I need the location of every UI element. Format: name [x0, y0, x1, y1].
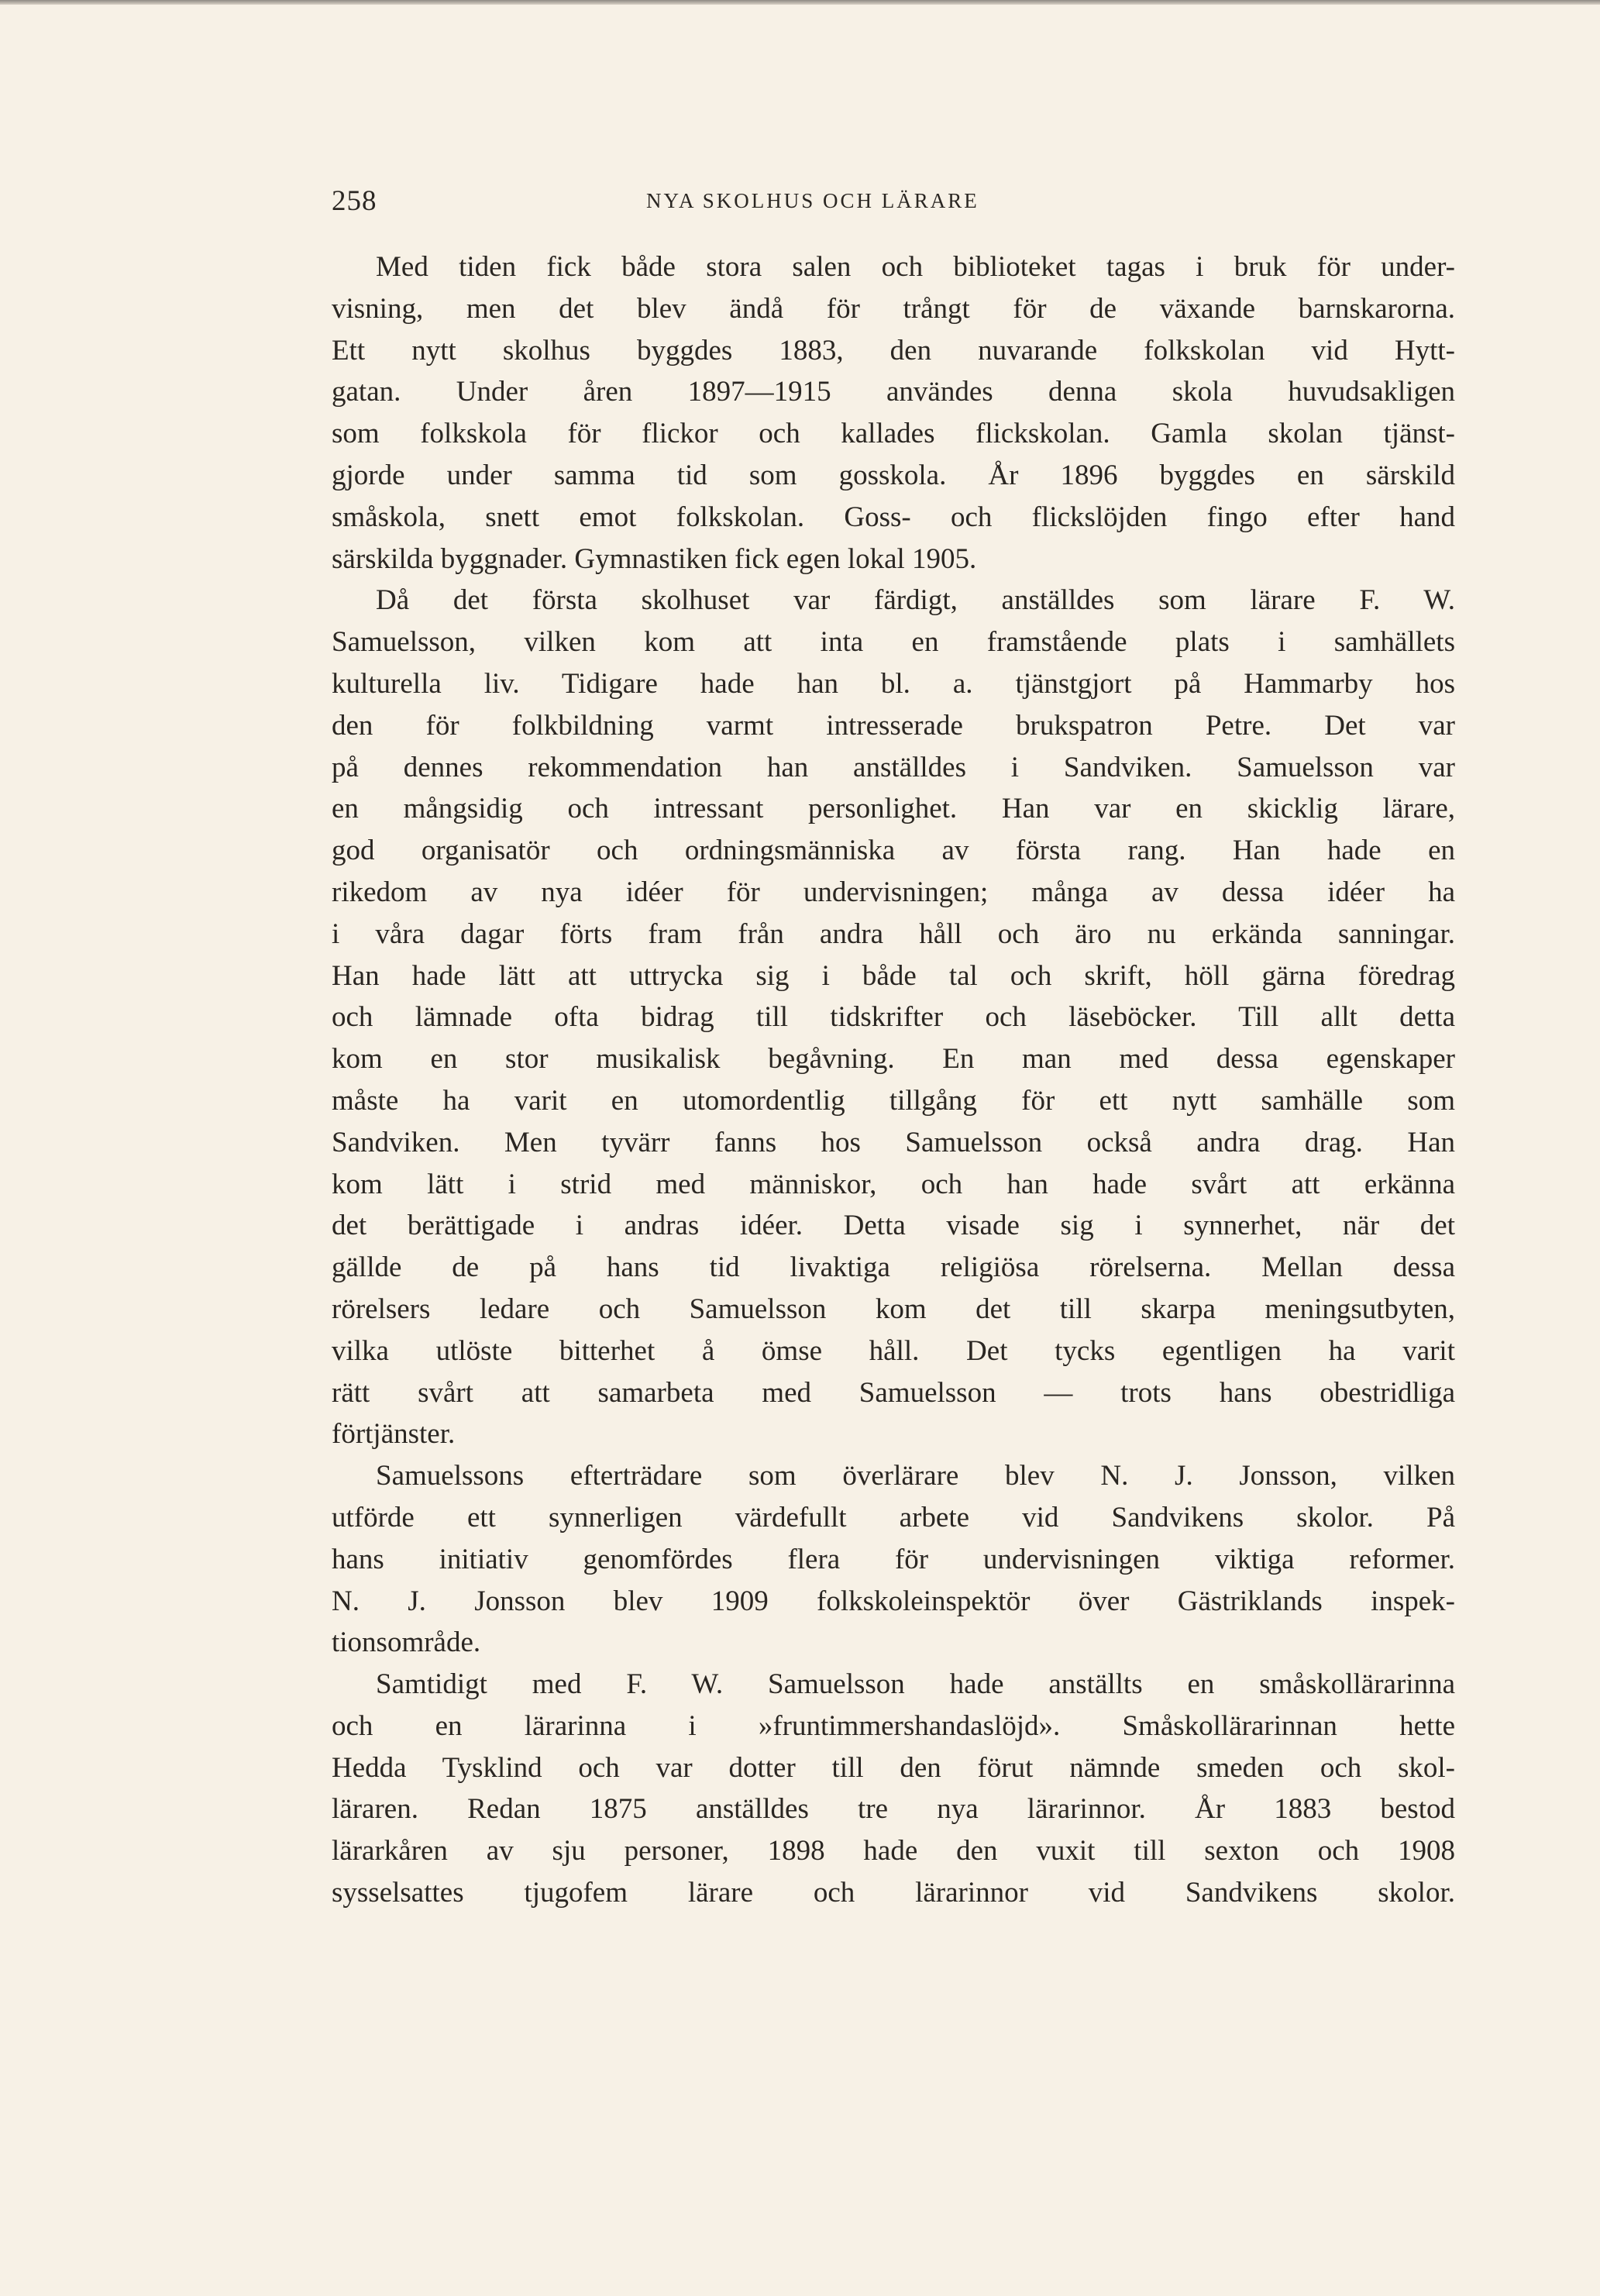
text-line: rörelsers ledare och Samuelsson kom det till skarpa meningsutbyten, — [332, 1293, 1455, 1325]
text-line: en mångsidig och intressant personlighet. Han var en skicklig lärare, — [332, 793, 1455, 825]
text-line: och lämnade ofta bidrag till tidskrifter och läseböcker. Till allt detta — [332, 1001, 1455, 1034]
text-line: N. J. Jonsson blev 1909 folkskoleinspektör över Gästriklands inspek- — [332, 1585, 1455, 1617]
text-line: förtjänster. — [332, 1418, 456, 1451]
text-line: Han hade lätt att uttrycka sig i både tal och skrift, höll gärna föredrag — [332, 959, 1455, 992]
text-line: kom en stor musikalisk begåvning. En man med dessa egenskaper — [332, 1043, 1455, 1076]
text-line: gjorde under samma tid som gosskola. År 1896 byggdes en särskild — [332, 459, 1455, 491]
text-line: gällde de på hans tid livaktiga religiösa rörelserna. Mellan dessa — [332, 1251, 1455, 1284]
text-line: i våra dagar förts fram från andra håll och äro nu erkända sanningar. — [332, 917, 1455, 950]
text-line: tionsområde. — [332, 1626, 481, 1659]
text-line: på dennes rekommendation han anställdes i Sandviken. Samuelsson var — [332, 751, 1455, 783]
text-line: sysselsattes tjugofem lärare och lärarinnor vid Sandvikens skolor. — [332, 1877, 1455, 1909]
body-text — [332, 246, 1455, 1914]
text-line: särskilda byggnader. Gymnastiken fick egen lokal 1905. — [332, 542, 977, 575]
text-line: Samuelsson, vilken kom att inta en framstående plats i samhällets — [332, 626, 1455, 659]
text-line: kulturella liv. Tidigare hade han bl. a. tjänstgjort på Hammarby hos — [332, 667, 1455, 700]
text-line: vilka utlöste bitterhet å ömse håll. Det tycks egentligen ha varit — [332, 1334, 1455, 1367]
text-line: lärarkåren av sju personer, 1898 hade den vuxit till sexton och 1908 — [332, 1835, 1455, 1867]
text-line: läraren. Redan 1875 anställdes tre nya lärarinnor. År 1883 bestod — [332, 1793, 1455, 1826]
text-line: som folkskola för flickor och kallades flickskolan. Gamla skolan tjänst- — [332, 418, 1455, 450]
text-line: kom lätt i strid med människor, och han hade svårt att erkänna — [332, 1168, 1455, 1200]
text-line: Sandviken. Men tyvärr fanns hos Samuelsson också andra drag. Han — [332, 1126, 1455, 1158]
text-line: Med tiden fick både stora salen och biblioteket tagas i bruk för under- — [376, 251, 1455, 283]
text-line: rikedom av nya idéer för undervisningen; många av dessa idéer ha — [332, 876, 1455, 908]
text-line: och en lärarinna i »fruntimmershandaslöjd». Småskollärarinnan hette — [332, 1709, 1455, 1742]
text-line: måste ha varit en utomordentlig tillgång för ett nytt samhälle som — [332, 1084, 1455, 1117]
text-line: utförde ett synnerligen värdefullt arbete vid Sandvikens skolor. På — [332, 1501, 1455, 1534]
page-number: 258 — [332, 185, 377, 217]
text-line: Hedda Tysklind och var dotter till den förut nämnde smeden och skol- — [332, 1751, 1455, 1784]
text-line: gatan. Under åren 1897—1915 användes denna skola huvudsakligen — [332, 376, 1455, 408]
text-line: Samuelssons efterträdare som överlärare blev N. J. Jonsson, vilken — [376, 1460, 1455, 1492]
text-line: god organisatör och ordningsmänniska av första rang. Han hade en — [332, 835, 1455, 867]
running-head — [332, 184, 1455, 223]
text-line: Då det första skolhuset var färdigt, anställdes som lärare F. W. — [376, 584, 1455, 617]
running-title: NYA SKOLHUS OCH LÄRARE — [646, 189, 979, 212]
text-line: småskola, snett emot folkskolan. Goss- och flickslöjden fingo efter hand — [332, 501, 1455, 533]
text-line: det berättigade i andras idéer. Detta visade sig i synnerhet, när det — [332, 1210, 1455, 1242]
text-line: visning, men det blev ändå för trångt för de växande barnskarorna. — [332, 292, 1455, 325]
text-line: den för folkbildning varmt intresserade brukspatron Petre. Det var — [332, 709, 1455, 742]
text-line: Samtidigt med F. W. Samuelsson hade anställts en småskollärarinna — [376, 1668, 1455, 1701]
text-line: rätt svårt att samarbeta med Samuelsson — trots hans obestridliga — [332, 1376, 1455, 1409]
text-line: hans initiativ genomfördes flera för undervisningen viktiga reformer. — [332, 1543, 1455, 1575]
text-line: Ett nytt skolhus byggdes 1883, den nuvarande folkskolan vid Hytt- — [332, 334, 1455, 367]
